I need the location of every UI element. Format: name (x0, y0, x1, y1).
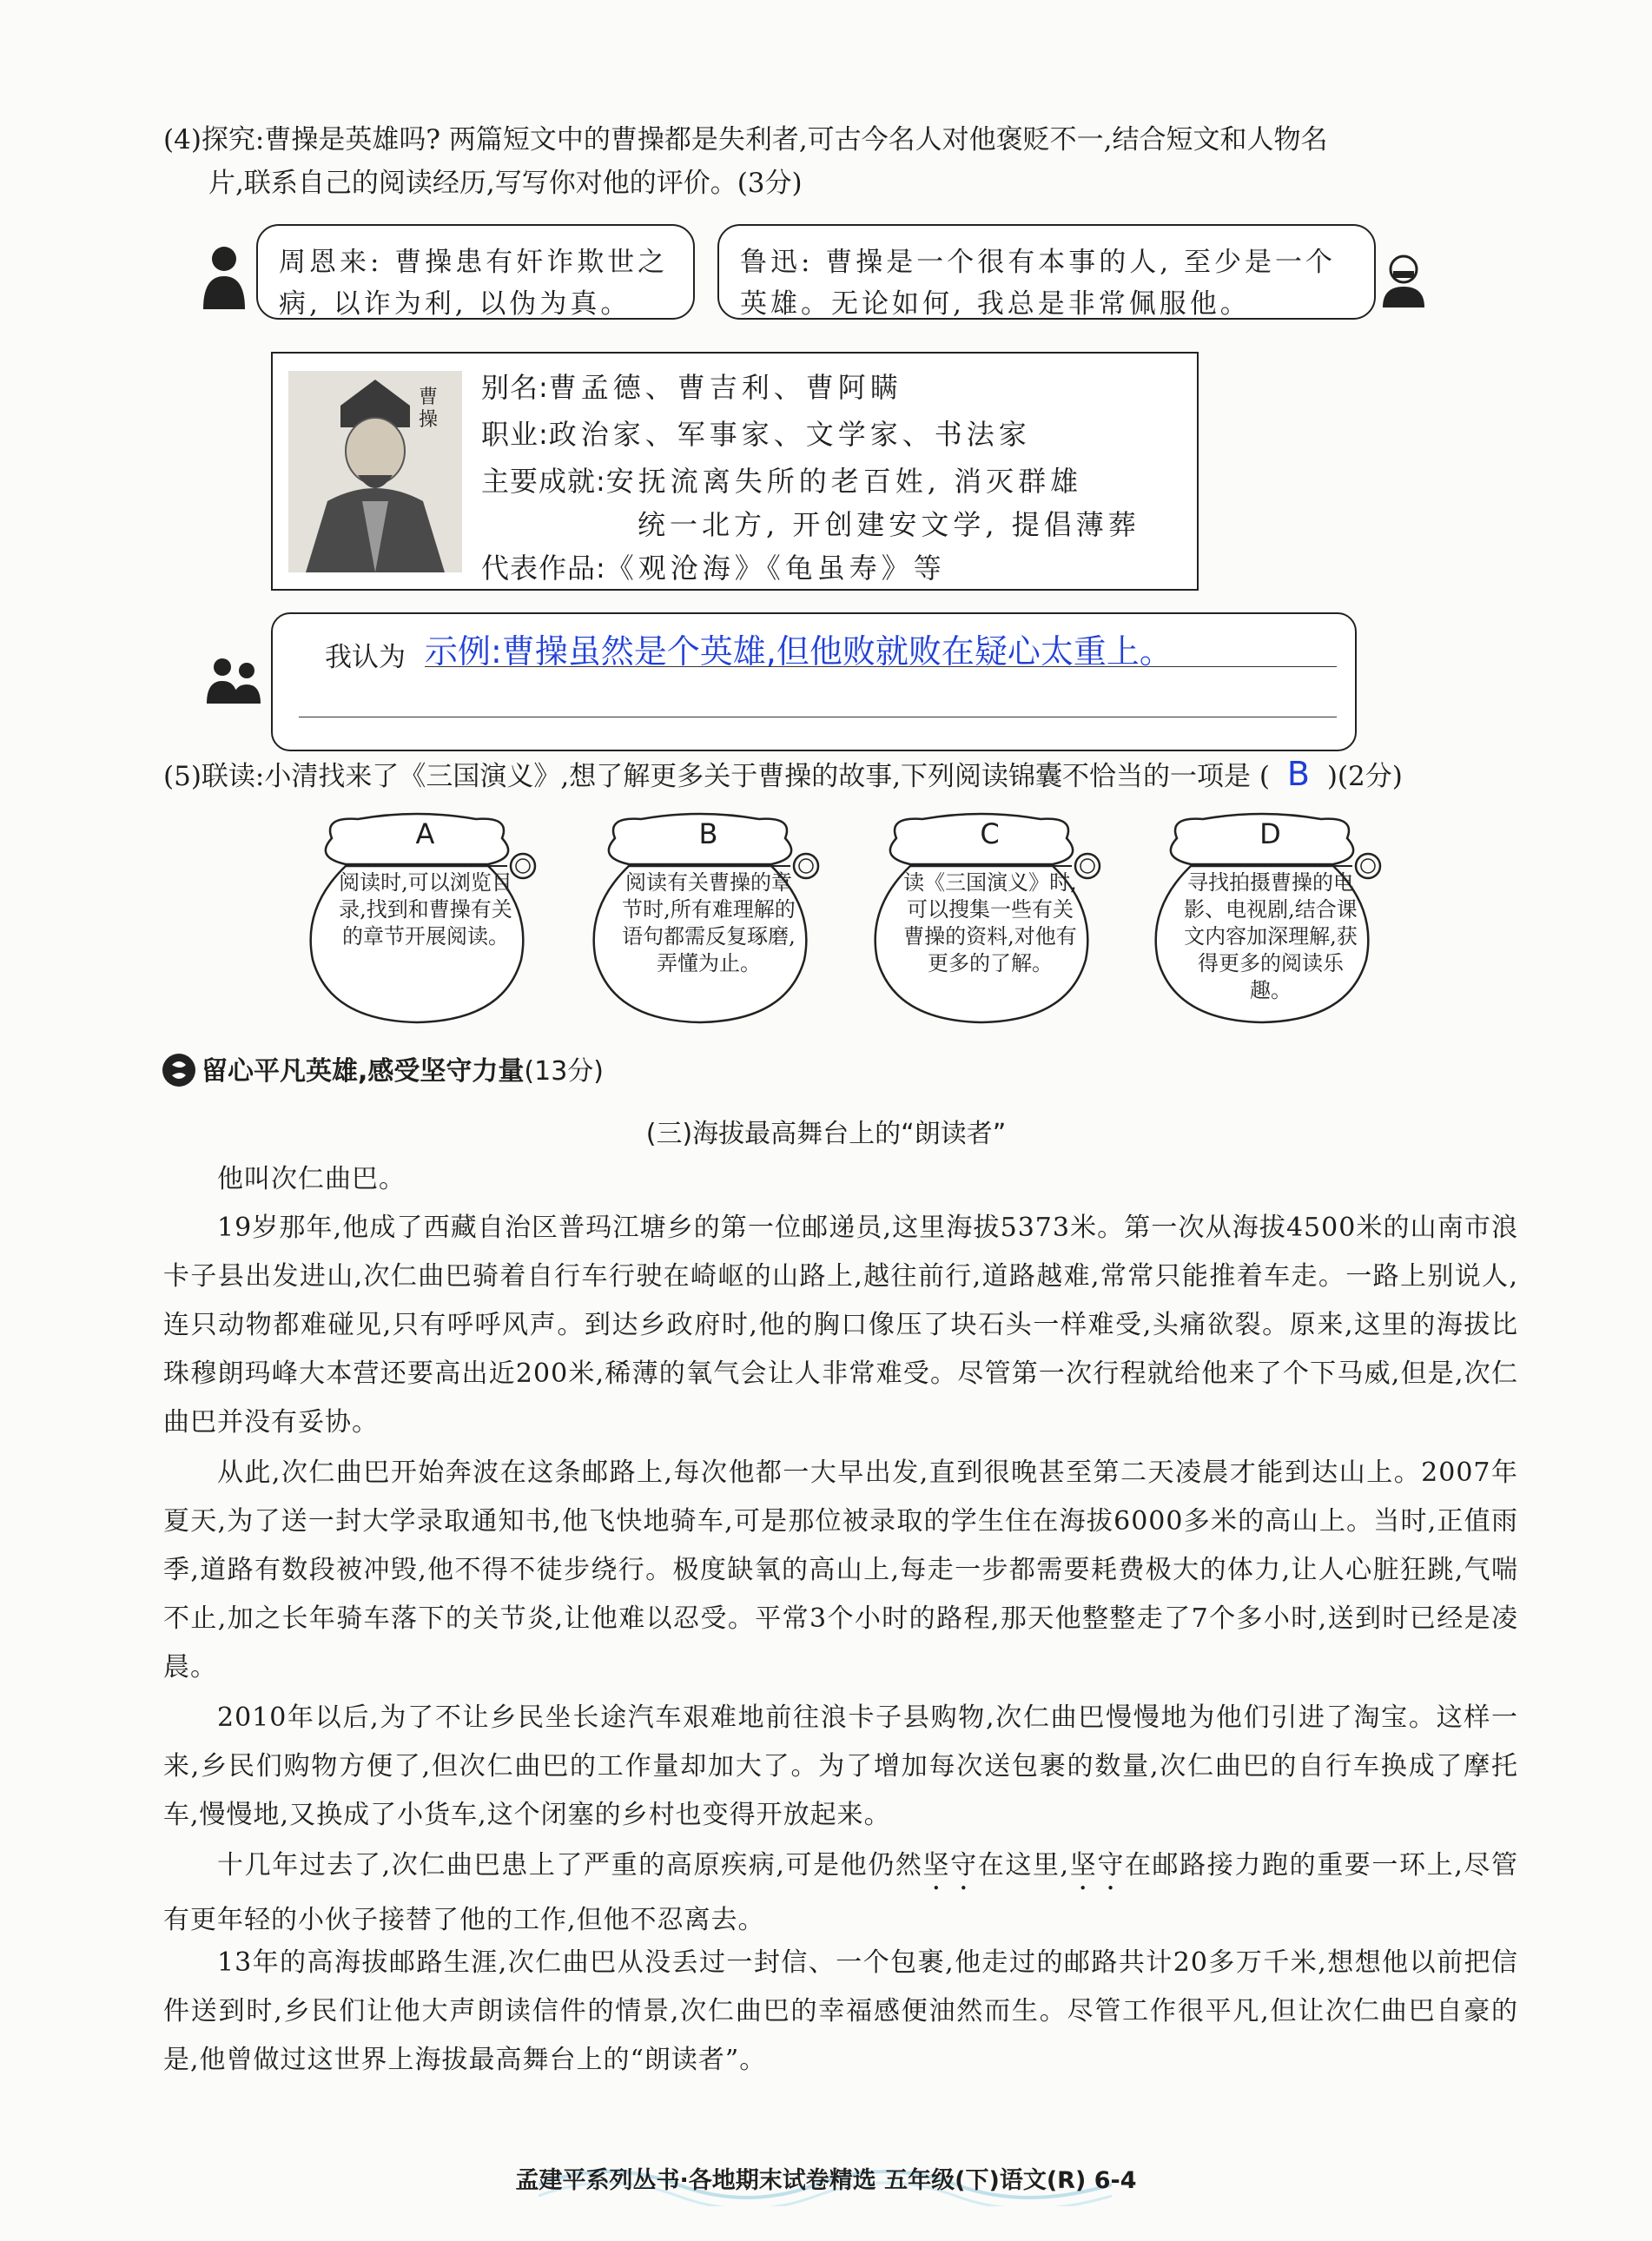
job-label: 职业: (481, 418, 549, 451)
opinion-prefix: 我认为 (325, 642, 406, 673)
q5-answer: B (1286, 755, 1310, 793)
q5-score: )(2分) (1326, 761, 1403, 792)
answer-line-1 (425, 666, 1337, 667)
p5-emphasis2: 坚守 (1069, 1850, 1125, 1881)
zhou-bubble: 周恩来: 曹操患有奸诈欺世之病, 以诈为利, 以伪为真。 (256, 224, 695, 320)
option-label: A (415, 817, 435, 850)
option-bag-c (879, 812, 1100, 1029)
option-label: B (698, 817, 718, 850)
article-p1: 他叫次仁曲巴。 (217, 1164, 406, 1194)
achievement-line2: 统一北方, 开创建安文学, 提倡薄葬 (638, 508, 1140, 541)
achievement-line1: 安抚流离失所的老百姓, 消灭群雄 (605, 465, 1083, 498)
luxun-portrait-icon (1379, 252, 1428, 309)
job-value: 政治家、军事家、文学家、书法家 (548, 418, 1031, 451)
section-flower-icon (162, 1053, 196, 1087)
option-text: 阅读时,可以浏览目录,找到和曹操有关的章节开展阅读。 (339, 870, 512, 949)
option-label: D (1259, 817, 1281, 850)
article-p4: 2010年以后,为了不让乡民坐长途汽车艰难地前往浪卡子县购物,次仁曲巴慢慢地为他们引进了淘宝。这样一来,乡民们购物方便了,但次仁曲巴的工作量却加大了。为了增加每次送包裹的数量,次仁曲巴的自行车换成了摩托车,慢慢地,又换成了小货车,这个闭塞的乡村也变得开放起来。 (163, 1702, 1518, 1830)
footer: 孟建平系列丛书·各地期末试卷精选 五年级(下)语文(R) 6-4 (515, 2167, 1137, 2194)
luxun-bubble: 鲁迅: 曹操是一个很有本事的人, 至少是一个英雄。无论如何, 我总是非常佩服他。 (717, 224, 1376, 320)
option-text: 寻找拍摄曹操的电影、电视剧,结合课文内容加深理解,获得更多的阅读乐趣。 (1184, 870, 1358, 1002)
opinion-box (271, 612, 1357, 751)
works-value: 《观沧海》《龟虽寿》等 (605, 552, 946, 585)
q4-line2: 片,联系自己的阅读经历,写写你对他的评价。(3分) (208, 168, 803, 199)
article-p3: 从此,次仁曲巴开始奔波在这条邮路上,每次他都一大早出发,直到很晚甚至第二天凌晨才能到达山上。2007年夏天,为了送一封大学录取通知书,他飞快地骑车,可是那位被录取的学生住在海拔6000多米的高山上。当时,正值雨季,道路有数段被冲毁,他不得不徒步绕行。极度缺氧的高山上,每走一步都需要耗费极大的体力,让人心脏狂跳,气喘不止,加之长年骑车落下的关节炎,让他难以忍受。平常3个小时的路程,那天他整整走了7个多小时,送到时已经是凌晨。 (163, 1458, 1518, 1682)
article-p2: 19岁那年,他成了西藏自治区普玛江塘乡的第一位邮递员,这里海拔5373米。第一次从海拔4500米的山南市浪卡子县出发进山,次仁曲巴骑着自行车行驶在崎岖的山路上,越往前行,道路越难,常常只能推着车走。一路上别说人,连只动物都难碰见,只有呼呼风声。到达乡政府时,他的胸口像压了块石头一样难受,头痛欲裂。原来,这里的海拔比珠穆朗玛峰大本营还要高出近200米,稀薄的氧气会让人非常难受。尽管第一次行程就给他来了个下马威,但是,次仁曲巴并没有妥协。 (163, 1213, 1518, 1438)
article-p5 (163, 1841, 1518, 1945)
works-label: 代表作品: (481, 552, 606, 585)
person-icon-zhou (198, 233, 250, 311)
p5-part2: 在这里, (977, 1850, 1070, 1881)
option-text: 读《三国演义》时,可以搜集一些有关曹操的资料,对他有更多的了解。 (903, 870, 1077, 975)
p5-emphasis1: 坚守 (922, 1850, 978, 1881)
article-title: (三)海拔最高舞台上的“朗读者” (645, 1119, 1007, 1149)
section-score: (13分) (524, 1056, 604, 1087)
option-bag-d (1160, 812, 1381, 1029)
option-bag-b (598, 812, 819, 1029)
p5-part3: 在邮路接力跑的重要一环上,尽管有更年轻的小伙子接替了他的工作,但他不忍离去。 (163, 1850, 1518, 1935)
option-text: 阅读有关曹操的章节时,所有难理解的语句都需反复琢磨,弄懂为止。 (622, 870, 796, 975)
portrait-caption: 曹操 (419, 387, 439, 431)
q5-text: (5)联读:小清找来了《三国演义》,想了解更多关于曹操的故事,下列阅读锦囊不恰当的一项是 ( (163, 761, 1271, 792)
p5-part1: 十几年过去了,次仁曲巴患上了严重的高原疾病,可是他仍然 (217, 1850, 923, 1881)
section-heading (202, 1049, 604, 1087)
caocao-portrait (288, 371, 462, 572)
q4-line1: (4)探究:曹操是英雄吗? 两篇短文中的曹操都是失利者,可古今名人对他褒贬不一,结合短文和人物名 (163, 124, 1328, 155)
caocao-profile-card (271, 352, 1199, 591)
article-p6: 13年的高海拔邮路生涯,次仁曲巴从没丢过一封信、一个包裹,他走过的邮路共计20多万千米,想想他以前把信件送到时,乡民们让他大声朗读信件的情景,次仁曲巴的幸福感便油然而生。尽管工作很平凡,但让次仁曲巴自豪的是,他曾做过这世界上海拔最高舞台上的“朗读者”。 (163, 1947, 1518, 2075)
alias-value: 曹孟德、曹吉利、曹阿瞒 (548, 371, 902, 404)
opinion-answer: 示例:曹操虽然是个英雄,但他败就败在疑心太重上。 (425, 632, 1173, 671)
option-label: C (980, 817, 1000, 850)
option-bag-a (314, 812, 536, 1029)
group-people-icon (205, 653, 266, 705)
alias-label: 别名: (481, 371, 549, 404)
section-title: 留心平凡英雄,感受坚守力量 (202, 1056, 525, 1087)
achievement-label: 主要成就: (481, 465, 606, 498)
q5-question (163, 754, 1403, 797)
